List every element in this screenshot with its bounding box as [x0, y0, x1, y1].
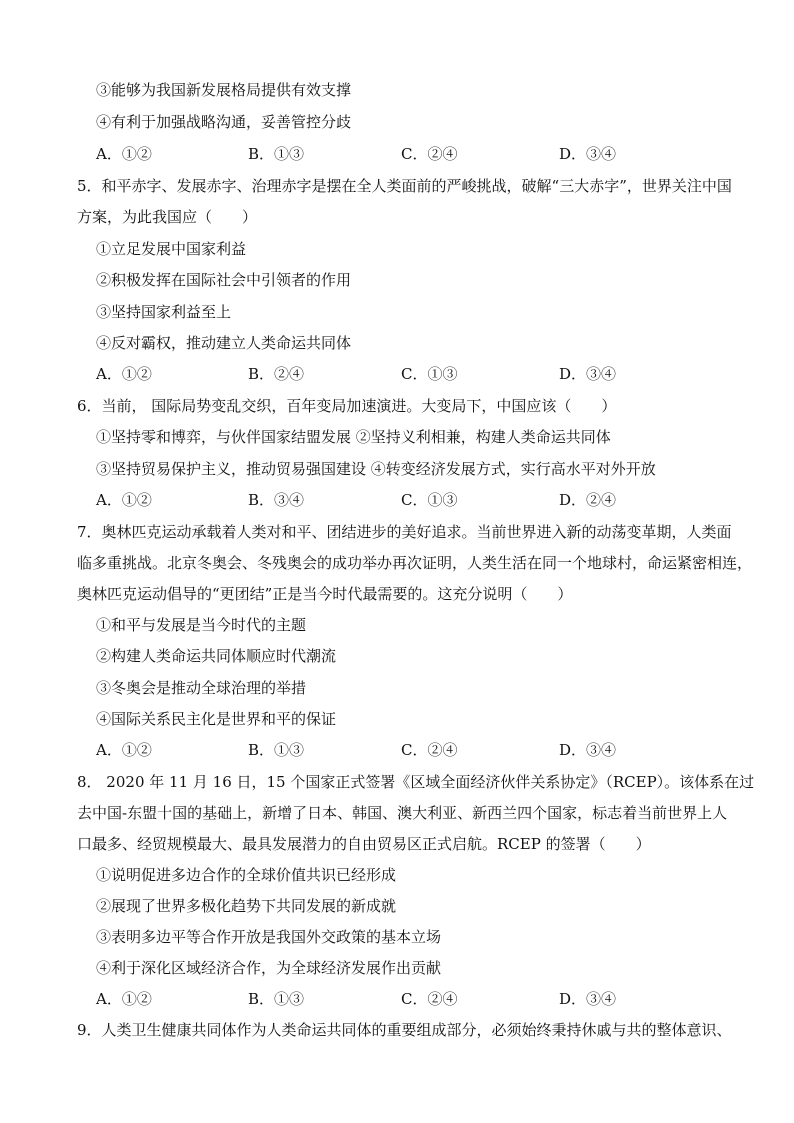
answer-choice-b: B．①③ [248, 145, 305, 163]
answer-choice-c: C．①③ [401, 491, 458, 509]
answer-choice-c: C．②④ [401, 990, 458, 1008]
question-stem: 9．人类卫生健康共同体作为人类命运共同体的重要组成部分，必须始终秉持休戚与共的整体意识、 [77, 1021, 732, 1039]
statement-option: ③坚持贸易保护主义，推动贸易强国建设 ④转变经济发展方式，实行高水平对外开放 [96, 460, 656, 478]
answer-choices-row [96, 490, 736, 510]
answer-choice-d: D．③④ [559, 741, 617, 759]
answer-choice-b: B．①③ [248, 990, 305, 1008]
question-stem: 5．和平赤字、发展赤字、治理赤字是摆在全人类面前的严峻挑战，破解“三大赤字”，世界关注中国 [77, 177, 732, 195]
answer-choice-c: C．②④ [401, 145, 458, 163]
statement-option: ①说明促进多边合作的全球价值共识已经形成 [96, 866, 397, 884]
statement-option: ③表明多边平等合作开放是我国外交政策的基本立场 [96, 928, 442, 946]
answer-choices-row [96, 740, 736, 760]
question-stem: 6．当前， 国际局势变乱交织，百年变局加速演进。大变局下，中国应该（ ） [77, 397, 617, 415]
statement-option: ④国际关系民主化是世界和平的保证 [96, 710, 337, 728]
statement-option: ④有利于加强战略沟通，妥善管控分歧 [96, 113, 352, 131]
answer-choice-a: A．①② [96, 990, 152, 1008]
question-stem: 8． 2020 年 11 月 16 日，15 个国家正式签署《区域全面经济伙伴关系协定》（RCEP）。该体系在过 [77, 773, 755, 791]
answer-choice-a: A．①② [96, 491, 152, 509]
answer-choice-d: D．②④ [559, 491, 617, 509]
answer-choice-a: A．①② [96, 741, 152, 759]
answer-choices-row [96, 364, 736, 384]
answer-choice-d: D．③④ [559, 145, 617, 163]
statement-option: ②积极发挥在国际社会中引领者的作用 [96, 271, 352, 289]
answer-choice-c: C．②④ [401, 741, 458, 759]
answer-choices-row [96, 989, 736, 1009]
answer-choice-a: A．①② [96, 145, 152, 163]
statement-option: ④利于深化区域经济合作，为全球经济发展作出贡献 [96, 959, 442, 977]
question-continuation: 奥林匹克运动倡导的“更团结”正是当今时代最需要的。这充分说明（ ） [77, 585, 573, 603]
statement-option: ③坚持国家利益至上 [96, 303, 232, 321]
question-continuation: 去中国-东盟十国的基础上，新增了日本、韩国、澳大利亚、新西兰四个国家，标志着当前世界上人 [77, 804, 728, 822]
answer-choices-row [96, 144, 736, 164]
answer-choice-b: B．①③ [248, 741, 305, 759]
question-continuation: 口最多、经贸规模最大、最具发展潜力的自由贸易区正式启航。RCEP 的签署（ ） [77, 835, 651, 853]
statement-option: ①坚持零和博弈，与伙伴国家结盟发展 ②坚持义利相兼，构建人类命运共同体 [96, 428, 611, 446]
question-continuation: 临多重挑战。北京冬奥会、冬残奥会的成功举办再次证明，人类生活在同一个地球村，命运紧密相连， [77, 554, 753, 572]
statement-option: ②展现了世界多极化趋势下共同发展的新成就 [96, 897, 397, 915]
statement-option: ②构建人类命运共同体顺应时代潮流 [96, 647, 337, 665]
statement-option: ④反对霸权，推动建立人类命运共同体 [96, 334, 352, 352]
statement-option: ①和平与发展是当今时代的主题 [96, 616, 307, 634]
statement-option: ③能够为我国新发展格局提供有效支撑 [96, 81, 352, 99]
answer-choice-d: D．③④ [559, 990, 617, 1008]
statement-option: ①立足发展中国家利益 [96, 240, 247, 258]
answer-choice-b: B．③④ [248, 491, 305, 509]
question-stem: 7．奥林匹克运动承载着人类对和平、团结进步的美好追求。当前世界进入新的动荡变革期，人类面 [77, 523, 732, 541]
question-continuation: 方案，为此我国应（ ） [77, 208, 258, 226]
answer-choice-d: D．③④ [559, 365, 617, 383]
answer-choice-c: C．①③ [401, 365, 458, 383]
statement-option: ③冬奥会是推动全球治理的举措 [96, 679, 307, 697]
answer-choice-a: A．①② [96, 365, 152, 383]
answer-choice-b: B．②④ [248, 365, 305, 383]
